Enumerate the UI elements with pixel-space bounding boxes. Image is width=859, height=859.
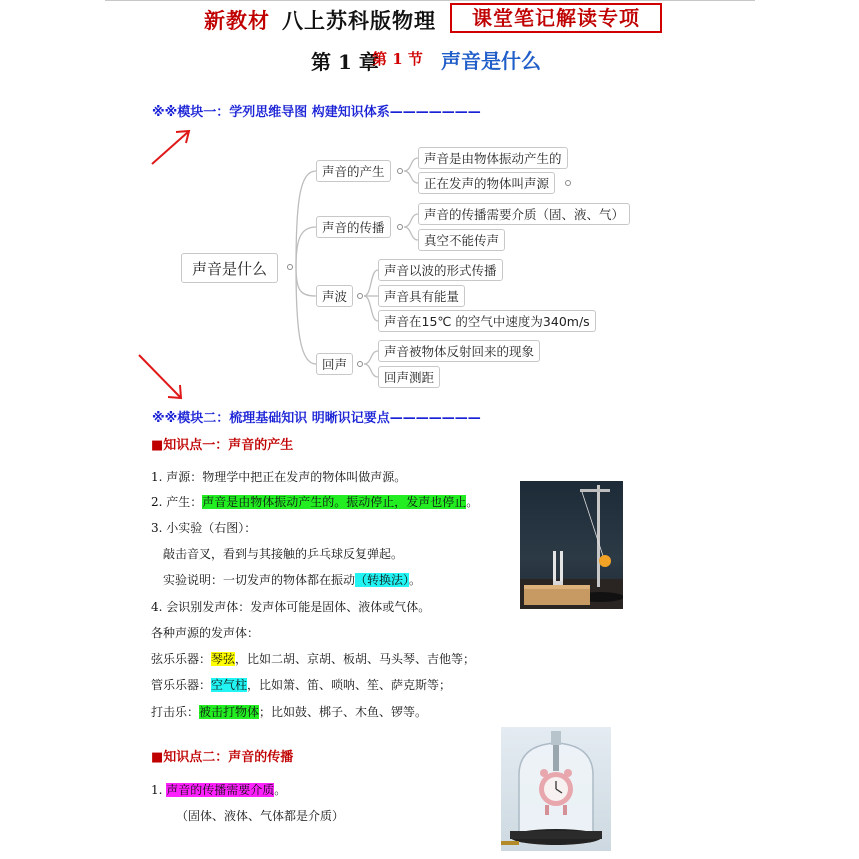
text: 弦乐乐器： (151, 652, 212, 666)
tuning-fork-experiment-photo (520, 481, 623, 609)
highlight-yellow: 琴弦 (211, 652, 236, 666)
leaf: 声音具有能量 (378, 285, 465, 307)
module2-heading: ※※模块二：梳理基础知识 明晰识记要点——————— (152, 411, 481, 426)
text: 。 (466, 495, 479, 509)
bell-jar-experiment-photo (501, 727, 611, 851)
text: ；比如鼓、梆子、木鱼、锣等。 (259, 705, 428, 719)
topic-title: 声音是什么 (441, 49, 541, 73)
collapse-dot-icon (287, 264, 293, 270)
text: 实验说明：一切发声的物体都在振动 (163, 573, 356, 587)
kp1-line-sources: 各种声源的发声体： (151, 626, 260, 640)
section-label: 第 1 节 (372, 50, 423, 68)
kp1-line-identify: 4. 会识别发声体：发声体可能是固体、液体或气体。 (151, 600, 431, 614)
collapse-dot-icon (565, 180, 571, 186)
kp1-line-experiment-note (163, 571, 421, 588)
leaf: 声音是由物体振动产生的 (418, 147, 568, 169)
kp1-line-source: 1. 声源：物理学中把正在发声的物体叫做声源。 (151, 470, 407, 484)
kp2-line-medium (151, 781, 286, 798)
collapse-dot-icon (397, 168, 403, 174)
module1-heading: ※※模块一：学列思维导图 构建知识体系——————— (152, 105, 481, 120)
collapse-dot-icon (357, 361, 363, 367)
kp2-heading: ■知识点二：声音的传播 (151, 750, 294, 765)
kp1-heading: ■知识点一：声音的产生 (151, 438, 294, 453)
kp1-line-experiment: 3. 小实验（右图）： (151, 521, 257, 535)
kp1-line-winds (151, 676, 451, 693)
text: 。 (409, 573, 422, 587)
highlight-green: 被击打物体 (199, 705, 260, 719)
bell-jar-illustration (501, 727, 611, 851)
branch-sound-wave: 声波 (316, 285, 353, 307)
branch-propagation: 声音的传播 (316, 216, 391, 238)
leaf: 回声测距 (378, 366, 440, 388)
text: 1. (151, 783, 167, 797)
leaf: 声音的传播需要介质（固、液、气） (418, 203, 630, 225)
title-prefix: 新教材 (204, 8, 270, 33)
text: 2. 产生： (151, 495, 203, 509)
leaf: 真空不能传声 (418, 229, 505, 251)
highlight-magenta: 声音的传播需要介质 (166, 783, 275, 797)
kp1-line-strings (151, 650, 475, 667)
highlight-green: 声音是由物体振动产生的。振动停止，发声也停止 (202, 495, 467, 509)
chapter-label: 第 1 章 (311, 50, 379, 74)
text: 。 (274, 783, 287, 797)
collapse-dot-icon (357, 293, 363, 299)
highlight-cyan: 空气柱 (211, 678, 248, 692)
kp2-line-medium-note: （固体、液体、气体都是介质） (176, 809, 345, 823)
leaf: 声音在15℃ 的空气中速度为340m/s (378, 310, 596, 332)
kp1-line-experiment-desc: 敲击音叉，看到与其接触的乒乓球反复弹起。 (163, 547, 404, 561)
leaf: 正在发声的物体叫声源 (418, 172, 555, 194)
leaf: 声音以波的形式传播 (378, 259, 503, 281)
collapse-dot-icon (397, 224, 403, 230)
title-boxed-text: 课堂笔记解读专项 (472, 6, 640, 30)
tuning-fork-illustration (520, 481, 623, 609)
kp1-line-production (151, 493, 478, 510)
text: ，比如箫、笛、唢呐、笙、萨克斯等； (247, 678, 452, 692)
branch-echo: 回声 (316, 353, 353, 375)
leaf: 声音被物体反射回来的现象 (378, 340, 540, 362)
highlight-cyan: （转换法） (355, 573, 410, 587)
kp1-line-percussion (151, 703, 427, 720)
text: ，比如二胡、京胡、板胡、马头琴、吉他等； (235, 652, 476, 666)
branch-production: 声音的产生 (316, 160, 391, 182)
title-main: 八上苏科版物理 (282, 8, 436, 33)
text: 管乐乐器： (151, 678, 212, 692)
mindmap-root: 声音是什么 (181, 253, 278, 283)
text: 打击乐： (151, 705, 200, 719)
